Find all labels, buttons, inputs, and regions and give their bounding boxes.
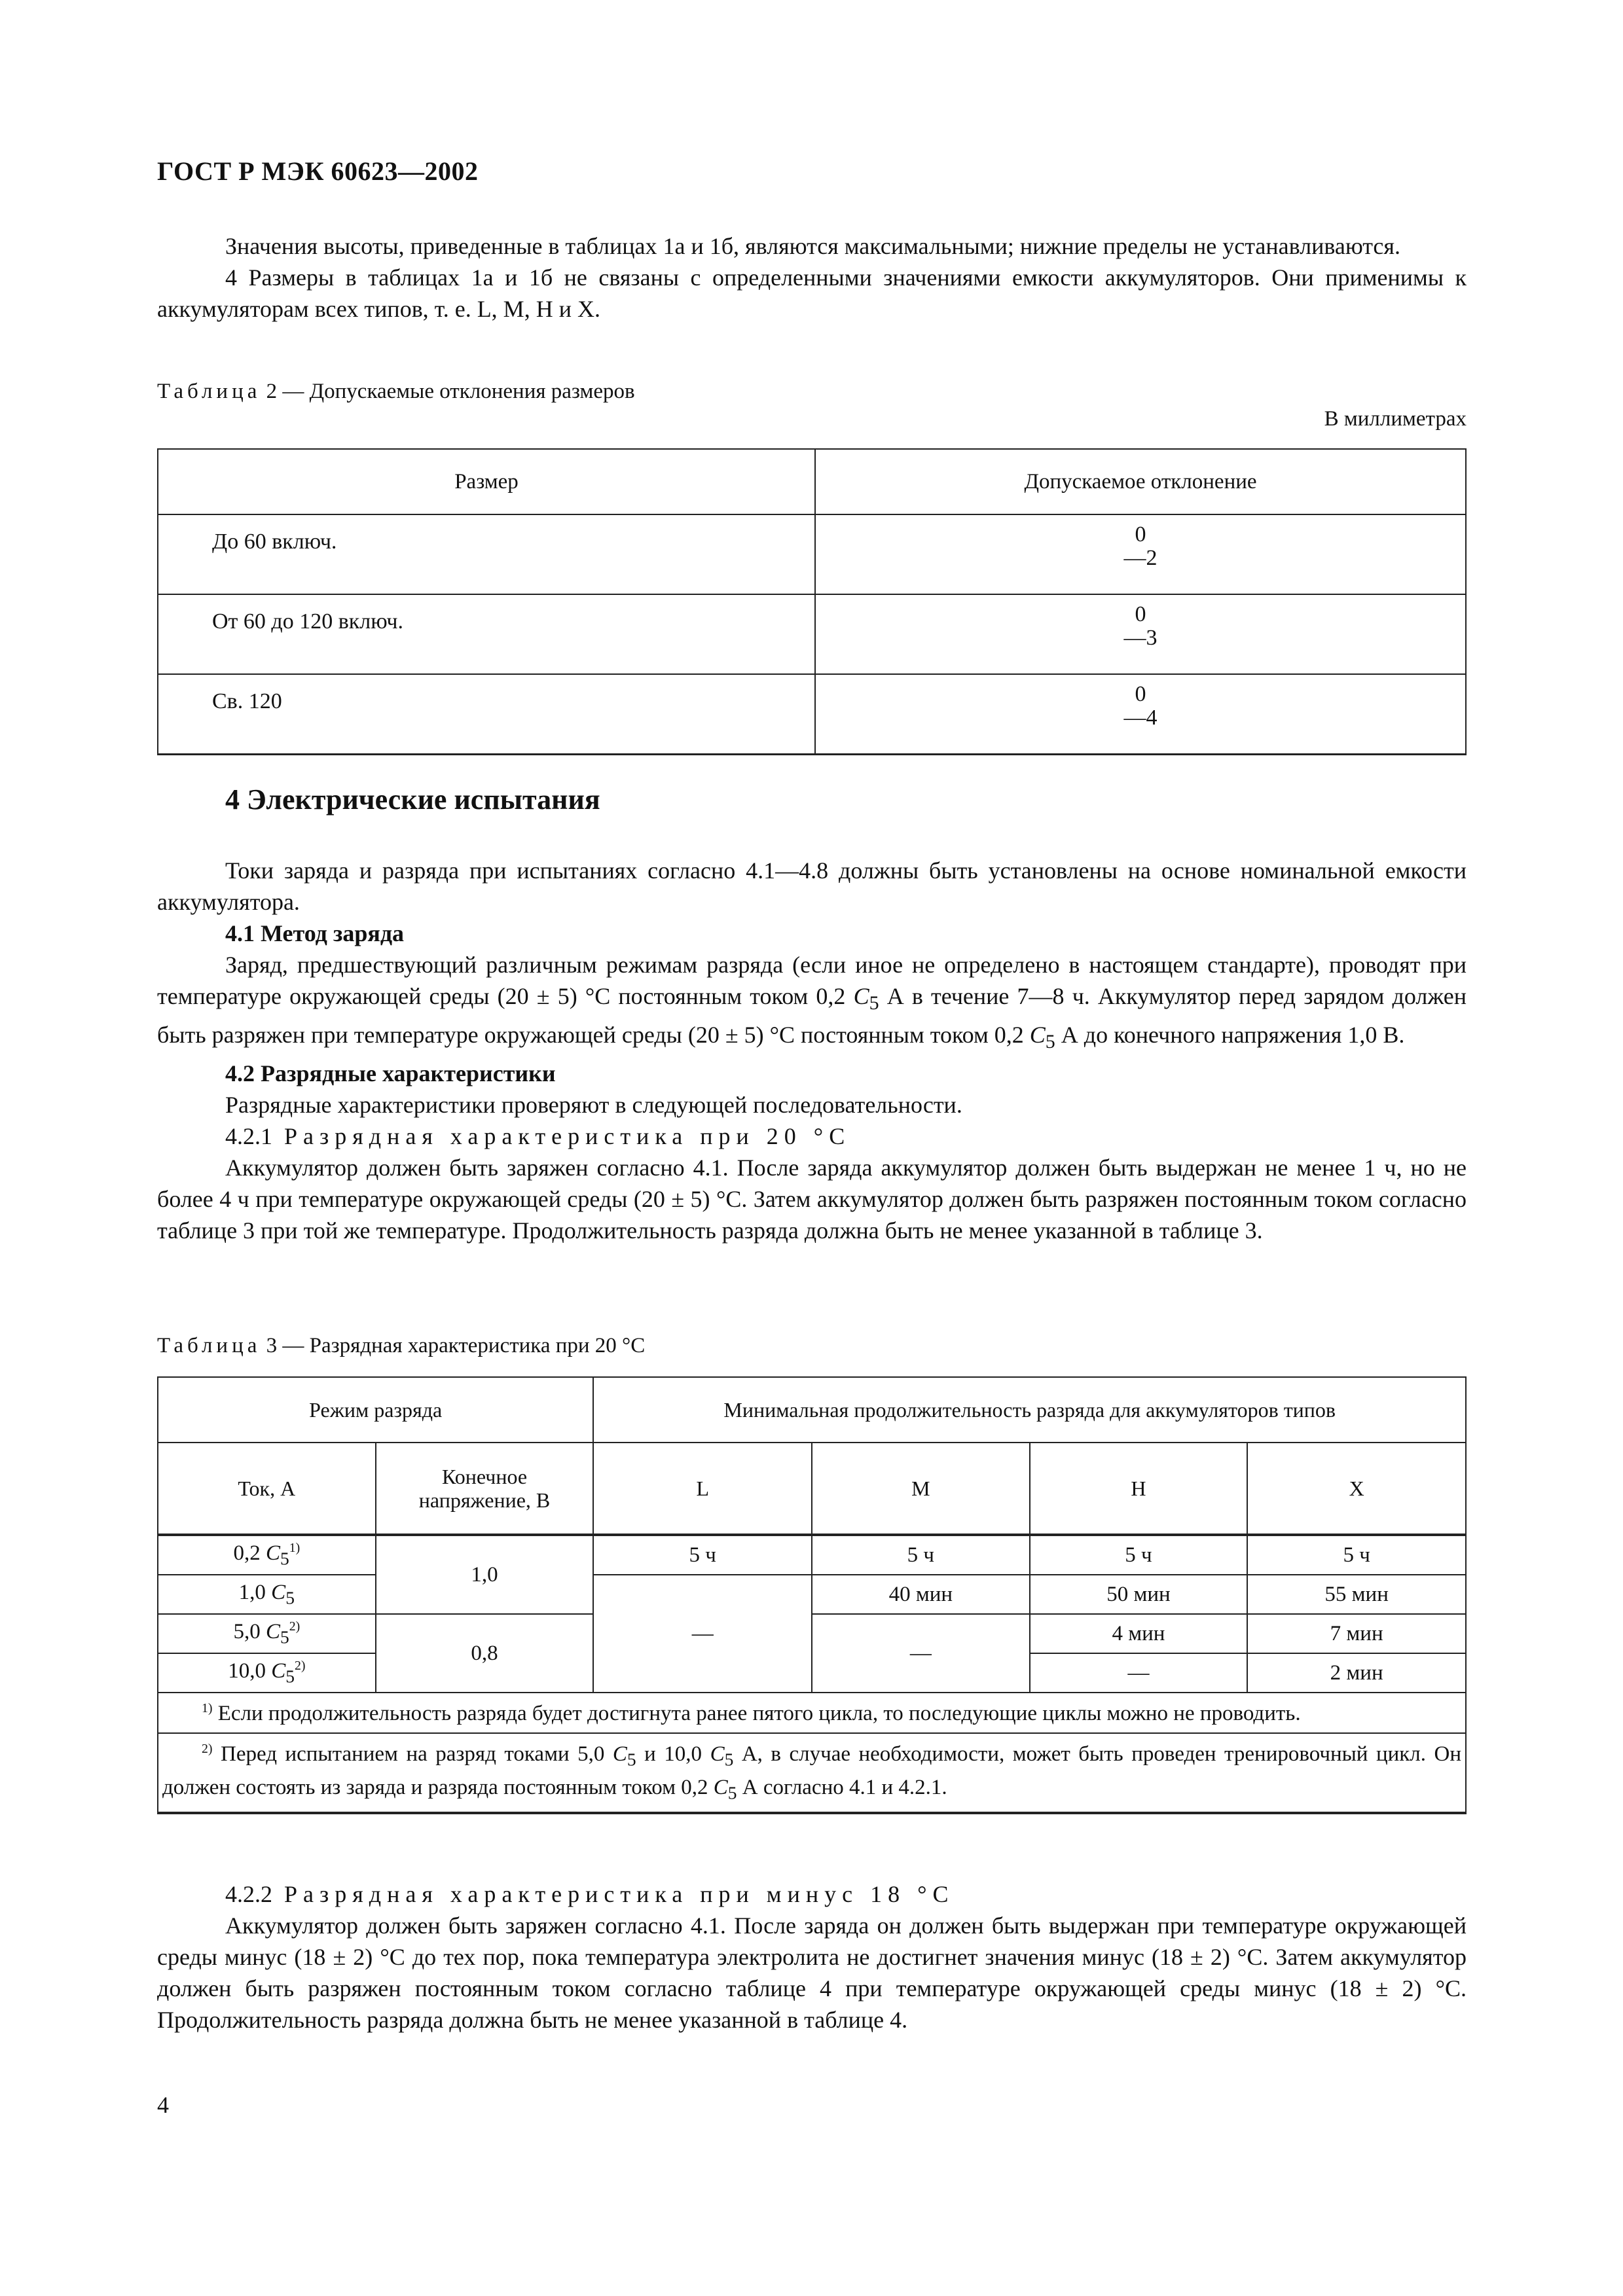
intro-block [157, 230, 1467, 325]
table2-size-cell: От 60 до 120 включ. [158, 594, 815, 674]
table2-caption [157, 380, 635, 404]
intro-paragraph-2: 4 Размеры в таблицах 1а и 1б не связаны с определенными значениями емкости аккумуляторов. Они применимы к аккумуляторам всех типов, т. е. L, M, H и X. [157, 264, 1467, 322]
section-4-intro: Токи заряда и разряда при испытаниях согласно 4.1—4.8 должны быть установлены на основе номинальной емкости аккумулятора. [157, 857, 1467, 915]
table3-header-mode: Режим разряда [158, 1377, 593, 1443]
table3-caption-prefix: Таблица [157, 1334, 261, 1357]
table3-voltage-cell: 1,0 [376, 1535, 594, 1614]
table-3 [157, 1376, 1467, 1814]
table3-value-cell: 5 ч [593, 1535, 812, 1575]
table-row [158, 1614, 1466, 1653]
table2-header-tolerance: Допускаемое отклонение [815, 449, 1466, 514]
table3-value-cell: 5 ч [812, 1535, 1030, 1575]
table3-value-cell: — [812, 1614, 1030, 1693]
table3-footnote-1: $^{1)}$ Если продолжительность разряда будет достигнута ранее пятого цикла, то последующие циклы можно не проводить. [158, 1693, 1466, 1733]
subsection-4-2-2 [157, 1878, 1467, 2036]
tolerance-lower: —4 [1123, 706, 1158, 730]
section-4-body [157, 855, 1467, 1246]
table-row [158, 594, 1466, 674]
table3-footnote-row [158, 1693, 1466, 1733]
section-4-title: 4 Электрические испытания [225, 783, 600, 816]
table-row [158, 1535, 1466, 1575]
table3-value-cell: — [1030, 1653, 1248, 1693]
tolerance-upper: 0 [1135, 682, 1146, 706]
table3-footnote-2: $^{2)}$ Перед испытанием на разряд токами 5,0 $C_5$ и 10,0 $C_5$ А, в случае необходимости, может быть проведен тренировочный цикл. Он должен состоять из заряда и разряда постоянным током 0,2 $C_5$ А согласно 4.1 и 4.2.1. [158, 1733, 1466, 1813]
subsection-4-2-1-title: 4.2.1 Разрядная характеристика при 20 °С [225, 1123, 851, 1150]
page-number: 4 [157, 2092, 169, 2118]
document-page [157, 0, 1467, 2296]
table2-caption-title: 2 — Допускаемые отклонения размеров [261, 380, 635, 403]
tolerance-lower: —2 [1123, 546, 1158, 570]
table3-header-type-l: L [593, 1443, 812, 1535]
table3-header-type-m: M [812, 1443, 1030, 1535]
table2-tolerance-cell [815, 514, 1466, 594]
tolerance-upper: 0 [1135, 522, 1146, 547]
subsection-4-1-text: Заряд, предшествующий различным режимам разряда (если иное не определено в настоящем стандарте), проводят при температуре окружающей среды (20 ± 5) °С постоянным током 0,2 $C_5$ А в течение 7—8 ч. Аккумулятор перед зарядом должен быть разряжен при температуре окружающей среды (20 ± 5) °С постоянным током 0,2 $C_5$ А до конечного напряжения 1,0 В. [157, 952, 1467, 1053]
table3-footnote-row [158, 1733, 1466, 1813]
table2-caption-prefix: Таблица [157, 380, 261, 403]
table2-header-size: Размер [158, 449, 815, 514]
tolerance-lower: —3 [1123, 626, 1158, 650]
table3-value-cell: 5 ч [1030, 1535, 1248, 1575]
table3-current-cell: 5,0 $C_5^{2)}$ [158, 1614, 376, 1653]
table3-value-cell: 40 мин [812, 1575, 1030, 1614]
table3-header-min-duration: Минимальная продолжительность разряда для аккумуляторов типов [593, 1377, 1466, 1443]
table-row [158, 514, 1466, 594]
table3-caption-title: 3 — Разрядная характеристика при 20 °С [261, 1334, 646, 1357]
subsection-4-1-title: 4.1 Метод заряда [225, 920, 405, 946]
table3-value-cell: 4 мин [1030, 1614, 1248, 1653]
table2-tolerance-cell [815, 594, 1466, 674]
table3-value-cell: 50 мин [1030, 1575, 1248, 1614]
table-2 [157, 448, 1467, 755]
table3-header-current: Ток, А [158, 1443, 376, 1535]
table3-header-voltage: Конечное напряжение, В [376, 1443, 594, 1535]
table3-voltage-cell: 0,8 [376, 1614, 594, 1693]
table3-current-cell: 1,0 $C_5$ [158, 1575, 376, 1614]
tolerance-upper: 0 [1135, 602, 1146, 626]
table-row [158, 674, 1466, 755]
document-header: ГОСТ Р МЭК 60623—2002 [157, 156, 479, 186]
subsection-4-2-2-title: 4.2.2 Разрядная характеристика при минус 18 °С [225, 1881, 955, 1907]
table3-caption [157, 1334, 645, 1358]
table3-current-cell: 0,2 $C_5^{1)}$ [158, 1535, 376, 1575]
table3-value-cell: 2 мин [1247, 1653, 1466, 1693]
table2-size-cell: Св. 120 [158, 674, 815, 755]
table-row [158, 1575, 1466, 1614]
table3-value-cell: — [593, 1575, 812, 1693]
table3-value-cell: 5 ч [1247, 1535, 1466, 1575]
table3-value-cell: 55 мин [1247, 1575, 1466, 1614]
subsection-4-2-text: Разрядные характеристики проверяют в следующей последовательности. [225, 1092, 962, 1119]
table3-header-type-h: H [1030, 1443, 1248, 1535]
subsection-4-2-2-text: Аккумулятор должен быть заряжен согласно 4.1. После заряда он должен быть выдержан при температуре окружающей среды минус (18 ± 2) °С до тех пор, пока температура электролита не достигнет значения минус (18 ± 2) °С. Затем аккумулятор должен быть разряжен постоянным током согласно таблице 4 при температуре окружающей среды минус (18 ± 2) °С. Продолжительность разряда должна быть не менее указанной в таблице 4. [157, 1912, 1467, 2033]
subsection-4-2-title: 4.2 Разрядные характеристики [225, 1060, 556, 1087]
table3-value-cell: 7 мин [1247, 1614, 1466, 1653]
table2-size-cell: До 60 включ. [158, 514, 815, 594]
table3-current-cell: 10,0 $C_5^{2)}$ [158, 1653, 376, 1693]
table3-header-type-x: X [1247, 1443, 1466, 1535]
subsection-4-2-1-text: Аккумулятор должен быть заряжен согласно 4.1. После заряда аккумулятор должен быть выдержан не менее 1 ч, но не более 4 ч при температуре окружающей среды (20 ± 5) °С. Затем аккумулятор должен быть разряжен постоянным током согласно таблице 3 при той же температуре. Продолжительность разряда должна быть не менее указанной в таблице 3. [157, 1155, 1467, 1244]
intro-paragraph-1: Значения высоты, приведенные в таблицах 1а и 1б, являются максимальными; нижние пределы не устанавливаются. [225, 233, 1400, 259]
table2-units: В миллиметрах [1324, 407, 1467, 431]
table2-tolerance-cell [815, 674, 1466, 755]
